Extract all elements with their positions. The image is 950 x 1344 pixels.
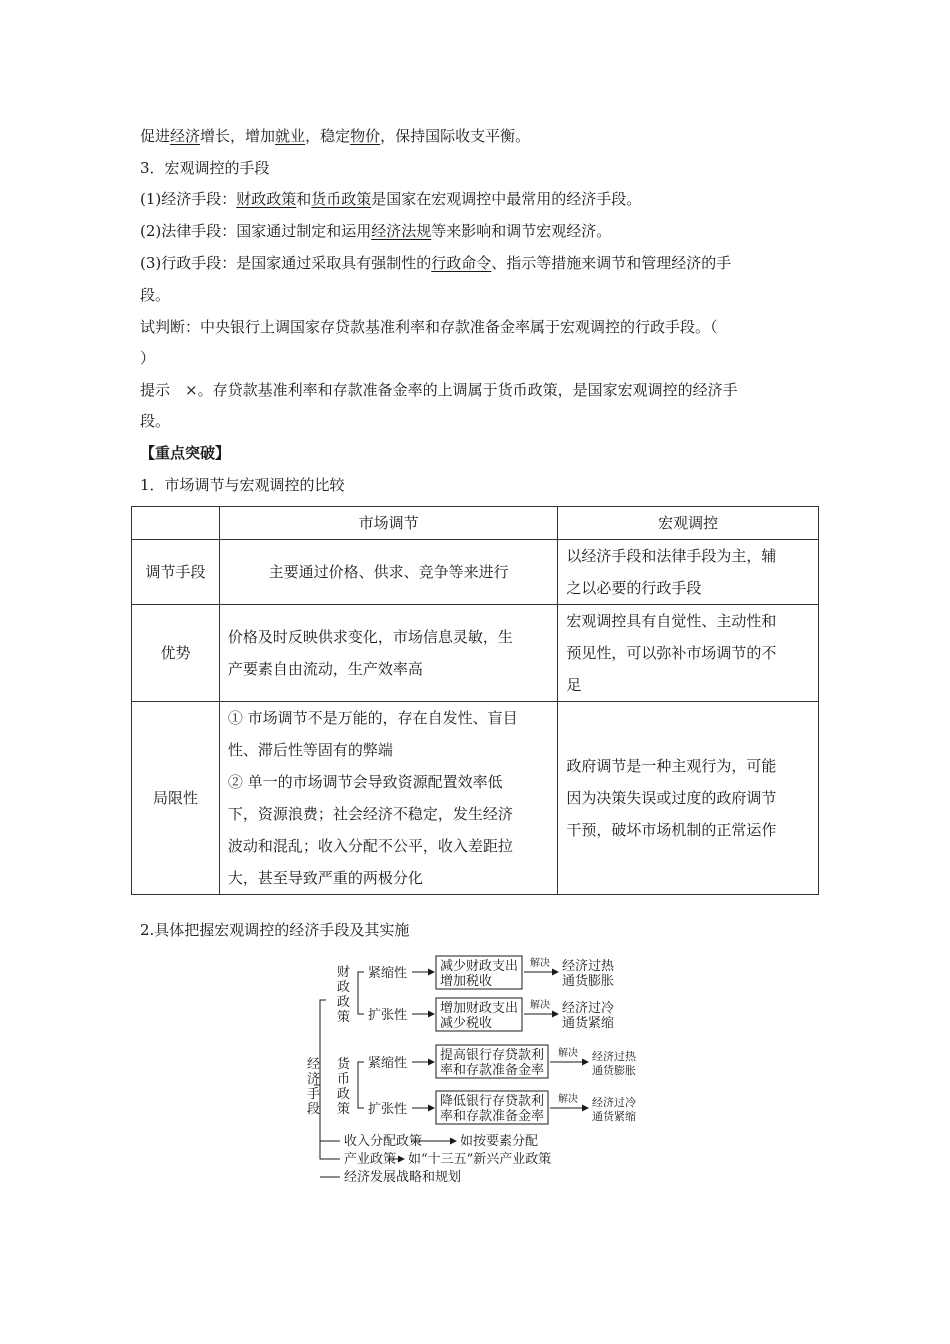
- key-heading: 【重点突破】: [140, 444, 231, 462]
- solve-label: 解决: [558, 1094, 578, 1105]
- table-row: [132, 702, 819, 895]
- monetary-char: 策: [337, 1102, 351, 1117]
- fiscal-char: 政: [337, 995, 351, 1010]
- judge-line2: ）: [140, 349, 156, 367]
- other-policy: 经济发展战略和规划: [344, 1170, 462, 1185]
- economic-means-diagram: [300, 952, 636, 1192]
- solve-label: 解决: [530, 958, 550, 969]
- root-char: 济: [307, 1072, 321, 1087]
- expand-label: 扩张性: [368, 1102, 408, 1117]
- table-row: [132, 540, 819, 605]
- diagram-title: 2.具体把握宏观调控的经济手段及其实施: [140, 921, 410, 939]
- macro-cell: 政府调节是一种主观行为，可能 因为决策失误或过度的政府调节 干预，破坏市场机制的正常运作: [558, 702, 819, 895]
- legal-means-line: (2)法律手段：国家通过制定和运用经济法规等来影响和调节宏观经济。: [140, 222, 612, 240]
- fiscal-char: 财: [337, 965, 351, 980]
- macro-cell: 宏观调控具有自觉性、主动性和 预见性，可以弥补市场调节的不 足: [558, 605, 819, 702]
- tight-label: 紧缩性: [368, 966, 408, 981]
- other-detail: 如“十三五”新兴产业政策: [408, 1152, 552, 1167]
- table-header-row: [132, 507, 819, 540]
- main-bracket: [320, 1000, 326, 1159]
- box-text: 增加财政支出: [440, 1001, 519, 1016]
- result-text: 经济过热: [592, 1050, 636, 1063]
- box-text: 增加税收: [440, 974, 493, 989]
- fiscal-char: 政: [337, 980, 351, 995]
- other-detail: 如按要素分配: [460, 1134, 539, 1149]
- root-char: 经: [307, 1057, 321, 1072]
- root-char: 手: [307, 1087, 321, 1102]
- fiscal-char: 策: [337, 1010, 351, 1025]
- root-char: 段: [307, 1102, 321, 1117]
- result-text: 通货膨胀: [562, 974, 615, 989]
- section3-heading: 3．宏观调控的手段: [140, 159, 270, 177]
- admin-means-line2: 段。: [140, 286, 171, 304]
- market-cell: 价格及时反映供求变化，市场信息灵敏，生 产要素自由流动，生产效率高: [219, 605, 557, 702]
- solve-label: 解决: [530, 1000, 550, 1011]
- economic-means-line: (1)经济手段：财政政策和货币政策是国家在宏观调控中最常用的经济手段。: [140, 190, 642, 208]
- solve-label: 解决: [558, 1048, 578, 1059]
- box-text: 率和存款准备金率: [440, 1109, 545, 1124]
- box-text: 降低银行存贷款利: [440, 1094, 545, 1109]
- result-text: 经济过冷: [592, 1096, 636, 1109]
- compare-title: 1．市场调节与宏观调控的比较: [140, 476, 345, 494]
- fiscal-bracket: [358, 972, 364, 1014]
- market-cell: ① 市场调节不是万能的，存在自发性、盲目 性、滞后性等固有的弊端 ② 单一的市场调节会导致资源配置效率低 下，资源浪费；社会经济不稳定，发生经济 波动和混乱；收入分配不公平，收入差距拉 大，甚至导致严重的两极分化: [219, 702, 557, 895]
- row-label: 优势: [132, 605, 220, 702]
- monetary-char: 政: [337, 1087, 351, 1102]
- expand-label: 扩张性: [368, 1008, 408, 1023]
- hint-line2: 段。: [140, 412, 171, 430]
- market-cell: 主要通过价格、供求、竞争等来进行: [219, 540, 557, 605]
- monetary-char: 货: [337, 1057, 351, 1072]
- result-text: 经济过热: [562, 959, 615, 974]
- box-text: 提高银行存贷款利: [440, 1048, 545, 1063]
- hint-line: 提示 ×。存贷款基准利率和存款准备金率的上调属于货币政策，是国家宏观调控的经济手: [140, 381, 738, 399]
- comparison-table: [131, 506, 819, 895]
- monetary-char: 币: [337, 1072, 351, 1087]
- header-macro: 宏观调控: [558, 507, 819, 540]
- result-text: 通货紧缩: [562, 1016, 615, 1031]
- result-text: 经济过冷: [562, 1001, 615, 1016]
- box-text: 减少财政支出: [440, 959, 519, 974]
- intro-line: 促进经济增长，增加就业，稳定物价，保持国际收支平衡。: [140, 127, 531, 145]
- monetary-bracket: [358, 1062, 364, 1108]
- admin-means-line: (3)行政手段：是国家通过采取具有强制性的行政命令、指示等措施来调节和管理经济的手: [140, 254, 732, 272]
- result-text: 通货膨胀: [592, 1064, 636, 1077]
- box-text: 率和存款准备金率: [440, 1063, 545, 1078]
- tight-label: 紧缩性: [368, 1056, 408, 1071]
- other-policy: 收入分配政策: [344, 1134, 423, 1149]
- header-empty: [132, 507, 220, 540]
- box-text: 减少税收: [440, 1016, 493, 1031]
- header-market: 市场调节: [219, 507, 557, 540]
- macro-cell: 以经济手段和法律手段为主，辅 之以必要的行政手段: [558, 540, 819, 605]
- result-text: 通货紧缩: [592, 1110, 636, 1123]
- table-row: [132, 605, 819, 702]
- row-label: 调节手段: [132, 540, 220, 605]
- row-label: 局限性: [132, 702, 220, 895]
- other-policy: 产业政策: [344, 1152, 397, 1167]
- judge-line: 试判断：中央银行上调国家存贷款基准利率和存款准备金率属于宏观调控的行政手段。（: [140, 318, 718, 336]
